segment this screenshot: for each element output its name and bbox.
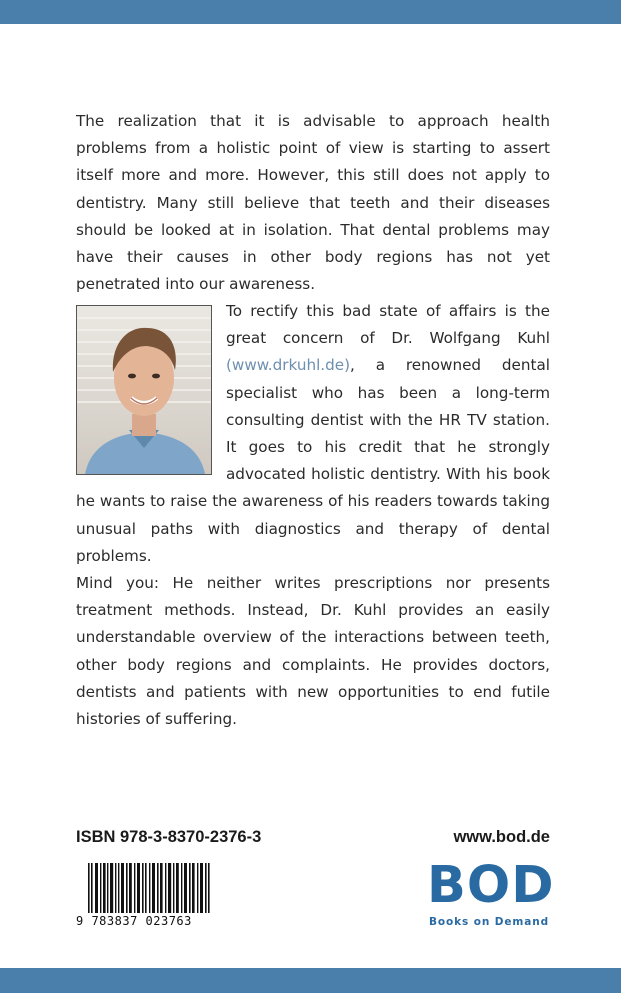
top-band	[0, 0, 621, 24]
intro-paragraph: The realization that it is advisable to approach health problems from a holistic point of view is starting to assert itself more and more. However, this still does not apply to dentistry. Many still believe that teeth and their diseases should be looked at in isolation. That dental problems may have their causes in other body regions has not yet penetrated into our awareness.	[76, 112, 550, 294]
bod-tagline: Books on Demand	[428, 916, 550, 928]
author-text-start: To rectify this bad state of affairs is the great concern of Dr. Wolfgang Kuhl	[226, 302, 550, 348]
closing-paragraph: Mind you: He neither writes prescriptions nor presents treatment methods. Instead, Dr. Kuhl provides an easily understandable overview of the interactions between teeth, other body regions and complaints. He provides doctors, dentists and patients with new opportunities to end futile histories of suffering.	[76, 574, 550, 729]
bod-logo: BOD	[427, 856, 555, 915]
author-paragraph	[76, 298, 550, 570]
barcode-digits: 9 783837 023763	[76, 913, 222, 929]
bottom-band	[0, 968, 621, 993]
author-photo	[76, 305, 212, 475]
isbn-number: ISBN 978-3-8370-2376-3	[76, 828, 262, 846]
author-website-link[interactable]: (www.drkuhl.de)	[226, 356, 351, 375]
author-text-end: , a renowned dental specialist who has been a long-term consulting dentist with the HR TV station. It goes to his credit that he strongly advocated holistic dentistry. With his book he wants to raise the awareness of his readers towards taking unusual paths with diagnostics and therapy of dental problems.	[76, 356, 550, 565]
publisher-website[interactable]: www.bod.de	[453, 828, 550, 846]
